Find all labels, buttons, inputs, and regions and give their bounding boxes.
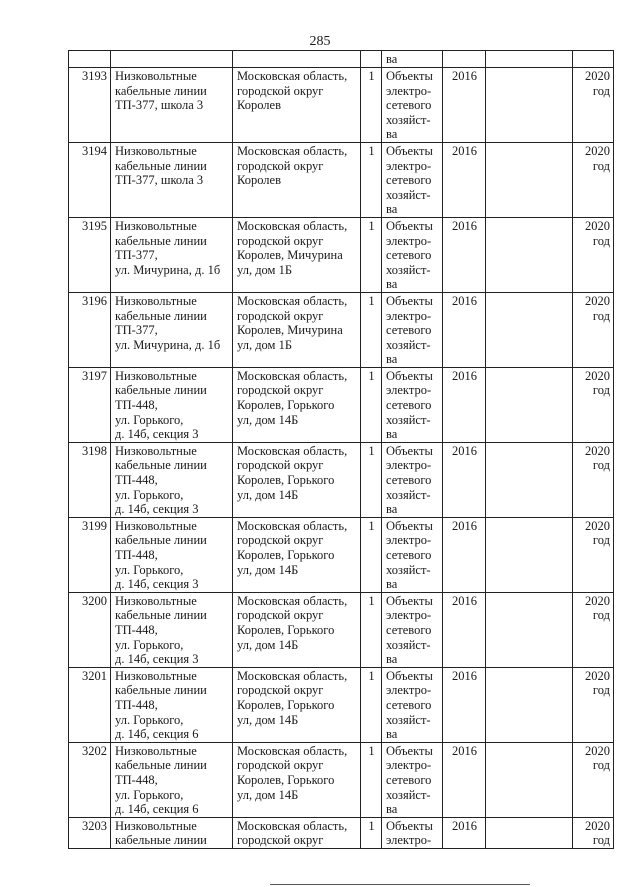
cell-date: 2020 год	[573, 517, 614, 592]
cell-type: Объекты электро-	[382, 817, 443, 848]
cell-empty	[486, 51, 573, 68]
table-row	[69, 292, 614, 367]
cell-year-built: 2016	[443, 817, 486, 848]
cell-location: Московская область, городской округ Королев, Горького ул, дом 14Б	[233, 742, 361, 817]
cell-type: Объекты электро- сетевого хозяйст- ва	[382, 667, 443, 742]
cell-year-built: 2016	[443, 742, 486, 817]
table-row	[69, 217, 614, 292]
cell-qty: 1	[361, 742, 382, 817]
cell-name: Низковольтные кабельные линии ТП-377, школа 3	[111, 68, 233, 143]
cell-type: Объекты электро- сетевого хозяйст- ва	[382, 68, 443, 143]
table-row	[69, 667, 614, 742]
cell-name: Низковольтные кабельные линии ТП-448, ул. Горького, д. 14б, секция 6	[111, 742, 233, 817]
cell-date: 2020 год	[573, 367, 614, 442]
cell-empty	[486, 367, 573, 442]
cell-location: Московская область, городской округ Королев, Горького ул, дом 14Б	[233, 367, 361, 442]
cell-year-built: 2016	[443, 517, 486, 592]
cell-num: 3195	[69, 217, 111, 292]
table-row	[69, 592, 614, 667]
cell-location: Московская область, городской округ Королев, Горького ул, дом 14Б	[233, 517, 361, 592]
cell-num: 3201	[69, 667, 111, 742]
table-row	[69, 817, 614, 848]
table-row	[69, 742, 614, 817]
cell-date: 2020 год	[573, 217, 614, 292]
cell-year-built: 2016	[443, 217, 486, 292]
cell-empty	[486, 292, 573, 367]
page-number: 285	[309, 34, 331, 49]
continuation-row	[69, 51, 614, 68]
table-row	[69, 142, 614, 217]
cell-type: Объекты электро- сетевого хозяйст- ва	[382, 367, 443, 442]
cell-date: 2020 год	[573, 292, 614, 367]
cell-location: Московская область, городской округ	[233, 817, 361, 848]
bottom-divider	[270, 884, 530, 885]
cell-qty: 1	[361, 142, 382, 217]
cell-date: 2020 год	[573, 592, 614, 667]
cell-year-built: 2016	[443, 68, 486, 143]
cell-type: Объекты электро- сетевого хозяйст- ва	[382, 442, 443, 517]
cell-num: 3193	[69, 68, 111, 143]
cell-type: Объекты электро- сетевого хозяйст- ва	[382, 142, 443, 217]
cell-name: Низковольтные кабельные линии ТП-448, ул. Горького, д. 14б, секция 3	[111, 367, 233, 442]
cell-name: Низковольтные кабельные линии ТП-448, ул. Горького, д. 14б, секция 6	[111, 667, 233, 742]
cell-name: Низковольтные кабельные линии ТП-377, ул. Мичурина, д. 1б	[111, 292, 233, 367]
cell-date: 2020 год	[573, 742, 614, 817]
cell-empty	[486, 742, 573, 817]
cell-year-built: 2016	[443, 292, 486, 367]
cell-num: 3200	[69, 592, 111, 667]
cell-empty	[486, 667, 573, 742]
cell-qty: 1	[361, 367, 382, 442]
cell-qty	[361, 51, 382, 68]
cell-location: Московская область, городской округ Королев, Горького ул, дом 14Б	[233, 592, 361, 667]
cell-num: 3199	[69, 517, 111, 592]
cell-name: Низковольтные кабельные линии ТП-377, ул. Мичурина, д. 1б	[111, 217, 233, 292]
cell-year-built: 2016	[443, 442, 486, 517]
cell-qty: 1	[361, 217, 382, 292]
table-row	[69, 367, 614, 442]
cell-num: 3197	[69, 367, 111, 442]
cell-name: Низковольтные кабельные линии ТП-448, ул. Горького, д. 14б, секция 3	[111, 517, 233, 592]
cell-name: Низковольтные кабельные линии	[111, 817, 233, 848]
cell-qty: 1	[361, 292, 382, 367]
cell-qty: 1	[361, 817, 382, 848]
table-row	[69, 517, 614, 592]
cell-date: 2020 год	[573, 667, 614, 742]
cell-name: Низковольтные кабельные линии ТП-448, ул. Горького, д. 14б, секция 3	[111, 442, 233, 517]
cell-name	[111, 51, 233, 68]
cell-year-built: 2016	[443, 367, 486, 442]
cell-empty	[486, 517, 573, 592]
cell-year-built: 2016	[443, 667, 486, 742]
cell-date	[573, 51, 614, 68]
cell-num: 3196	[69, 292, 111, 367]
cell-location: Московская область, городской округ Королев	[233, 68, 361, 143]
cell-empty	[486, 442, 573, 517]
cell-year-built	[443, 51, 486, 68]
cell-date: 2020 год	[573, 142, 614, 217]
cell-location	[233, 51, 361, 68]
cell-location: Московская область, городской округ Королев	[233, 142, 361, 217]
cell-date: 2020 год	[573, 442, 614, 517]
cell-qty: 1	[361, 667, 382, 742]
cell-location: Московская область, городской округ Королев, Горького ул, дом 14Б	[233, 442, 361, 517]
cell-qty: 1	[361, 442, 382, 517]
cell-year-built: 2016	[443, 142, 486, 217]
cell-num: 3198	[69, 442, 111, 517]
cell-location: Московская область, городской округ Королев, Мичурина ул, дом 1Б	[233, 217, 361, 292]
cell-empty	[486, 592, 573, 667]
cell-qty: 1	[361, 68, 382, 143]
cell-name: Низковольтные кабельные линии ТП-448, ул. Горького, д. 14б, секция 3	[111, 592, 233, 667]
cell-qty: 1	[361, 592, 382, 667]
cell-name: Низковольтные кабельные линии ТП-377, школа 3	[111, 142, 233, 217]
cell-empty	[486, 217, 573, 292]
cell-date: 2020 год	[573, 817, 614, 848]
cell-type: Объекты электро- сетевого хозяйст- ва	[382, 217, 443, 292]
cell-empty	[486, 817, 573, 848]
cell-num	[69, 51, 111, 68]
cell-num: 3203	[69, 817, 111, 848]
cell-year-built: 2016	[443, 592, 486, 667]
cell-empty	[486, 142, 573, 217]
cell-type: Объекты электро- сетевого хозяйст- ва	[382, 592, 443, 667]
cell-date: 2020 год	[573, 68, 614, 143]
registry-table	[68, 50, 614, 849]
cell-type: Объекты электро- сетевого хозяйст- ва	[382, 517, 443, 592]
cell-type: Объекты электро- сетевого хозяйст- ва	[382, 742, 443, 817]
cell-num: 3202	[69, 742, 111, 817]
table-row	[69, 442, 614, 517]
cell-type: Объекты электро- сетевого хозяйст- ва	[382, 292, 443, 367]
cell-location: Московская область, городской округ Королев, Горького ул, дом 14Б	[233, 667, 361, 742]
cell-qty: 1	[361, 517, 382, 592]
cell-location: Московская область, городской округ Королев, Мичурина ул, дом 1Б	[233, 292, 361, 367]
cell-empty	[486, 68, 573, 143]
cell-type: ва	[382, 51, 443, 68]
cell-num: 3194	[69, 142, 111, 217]
table-row	[69, 68, 614, 143]
